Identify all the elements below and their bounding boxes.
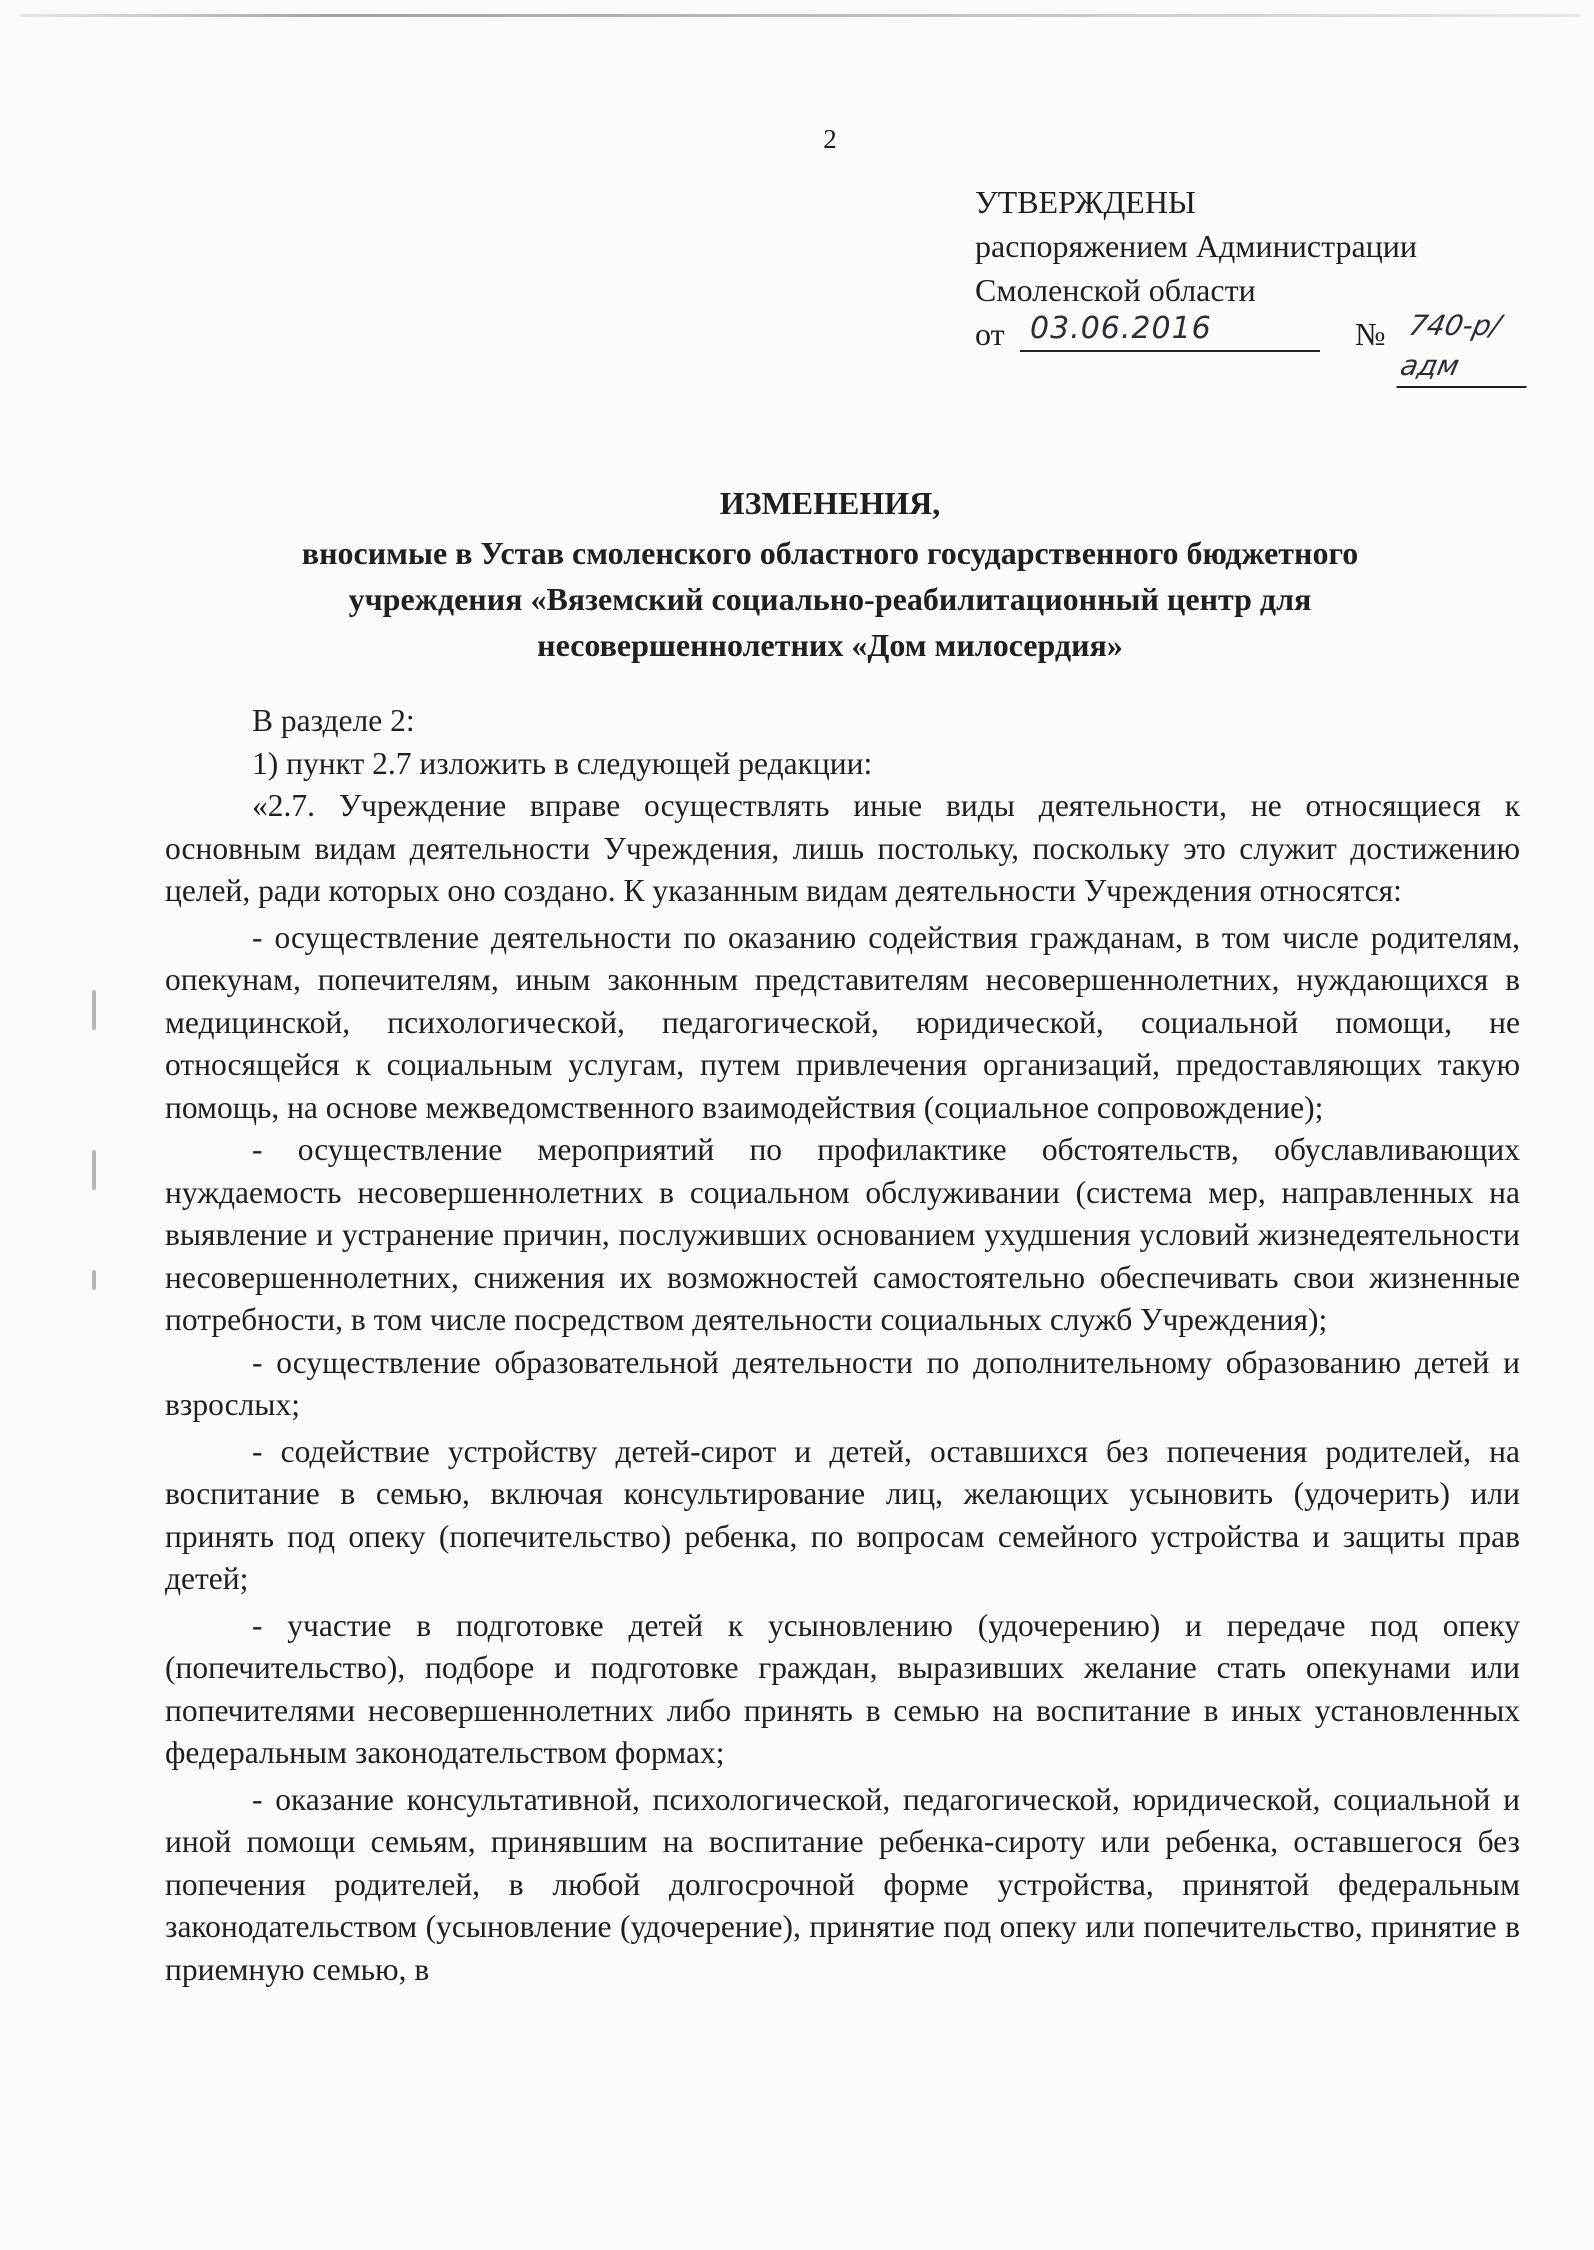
approval-line-2: Смоленской области <box>975 272 1256 308</box>
paragraph-bullet: - оказание консультативной, психологической, педагогической, юридической, социальной и иной помощи семьям, принявшим на воспитание ребенка-сироту или ребенка, оставшегося без попечения родителей, в любой долгосрочной форме устройства, принятой федеральным законодательством (усыновление (удочерение), принятие под опеку или попечительство, принятие в приемную семью, в <box>165 1781 1520 1987</box>
approval-stamp-block <box>975 180 1535 382</box>
title-line-2: учреждения «Вяземский социально-реабилитационный центр для <box>348 581 1312 617</box>
document-heading: ИЗМЕНЕНИЯ, <box>719 485 941 521</box>
document-body <box>165 700 1520 1991</box>
section-intro: В разделе 2: <box>252 703 415 738</box>
paragraph-clause-1: 1) пункт 2.7 изложить в следующей редакции: <box>252 745 873 781</box>
paragraph-bullet: - участие в подготовке детей к усыновлению (удочерению) и передаче под опеку (попечительство), подборе и подготовке граждан, выразивших желание стать опекунами или попечителями несовершеннолетних либо принять в семью на воспитание в иных установленных федеральным законодательством формах; <box>165 1607 1520 1770</box>
paragraph-2-7: «2.7. Учреждение вправе осуществлять иные виды деятельности, не относящиеся к основным видам деятельности Учреждения, лишь постольку, поскольку это служит достижению целей, ради которых оно создано. К указанным видам деятельности Учреждения относятся: <box>165 788 1520 908</box>
scan-artifact-mark <box>92 1150 96 1190</box>
scan-artifact-mark <box>92 990 96 1030</box>
paragraph-bullet: - содействие устройству детей-сирот и детей, оставшихся без попечения родителей, на воспитание в семью, включая консультирование лиц, желающих усыновить (удочерить) или принять под опеку (попечительство) ребенка, по вопросам семейного устройства и защиты прав детей; <box>165 1433 1520 1596</box>
title-line-1: вносимые в Устав смоленского областного государственного бюджетного <box>301 535 1359 571</box>
title-line-3: несовершеннолетних «Дом милосердия» <box>537 627 1123 663</box>
paragraph-bullet: - осуществление мероприятий по профилактике обстоятельств, обуславливающих нуждаемость несовершеннолетних в социальном обслуживании (система мер, направленных на выявление и устранение причин, послуживших основанием ухудшения условий жизнедеятельности несовершеннолетних, снижения их возможностей самостоятельно обеспечивать свои жизненные потребности, в том числе посредством деятельности социальных служб Учреждения); <box>165 1132 1520 1337</box>
date-prefix: от <box>975 316 1005 352</box>
paragraph-bullet: - осуществление образовательной деятельности по дополнительному образованию детей и взрослых; <box>165 1344 1520 1422</box>
scan-artifact-mark <box>92 1270 96 1290</box>
scan-border-line <box>20 14 1580 17</box>
handwritten-date: 03.06.2016 <box>1020 310 1320 352</box>
page-number: 2 <box>823 124 837 154</box>
document-title-block <box>165 480 1495 668</box>
approval-line-1: распоряжением Администрации <box>975 228 1418 264</box>
approval-title: УТВЕРЖДЕНЫ <box>975 184 1196 220</box>
handwritten-number: 740-р/адм <box>1396 306 1543 388</box>
approval-date-line <box>975 309 1535 382</box>
number-label: № <box>1355 316 1386 352</box>
paragraph-bullet: - осуществление деятельности по оказанию содействия гражданам, в том числе родителям, опекунам, попечителям, иным законным представителям несовершеннолетних, нуждающихся в медицинской, психологической, педагогической, юридической, социальной помощи, не относящейся к социальным услугам, путем привлечения организаций, предоставляющих такую помощь, на основе межведомственного взаимодействия (социальное сопровождение); <box>165 919 1520 1125</box>
